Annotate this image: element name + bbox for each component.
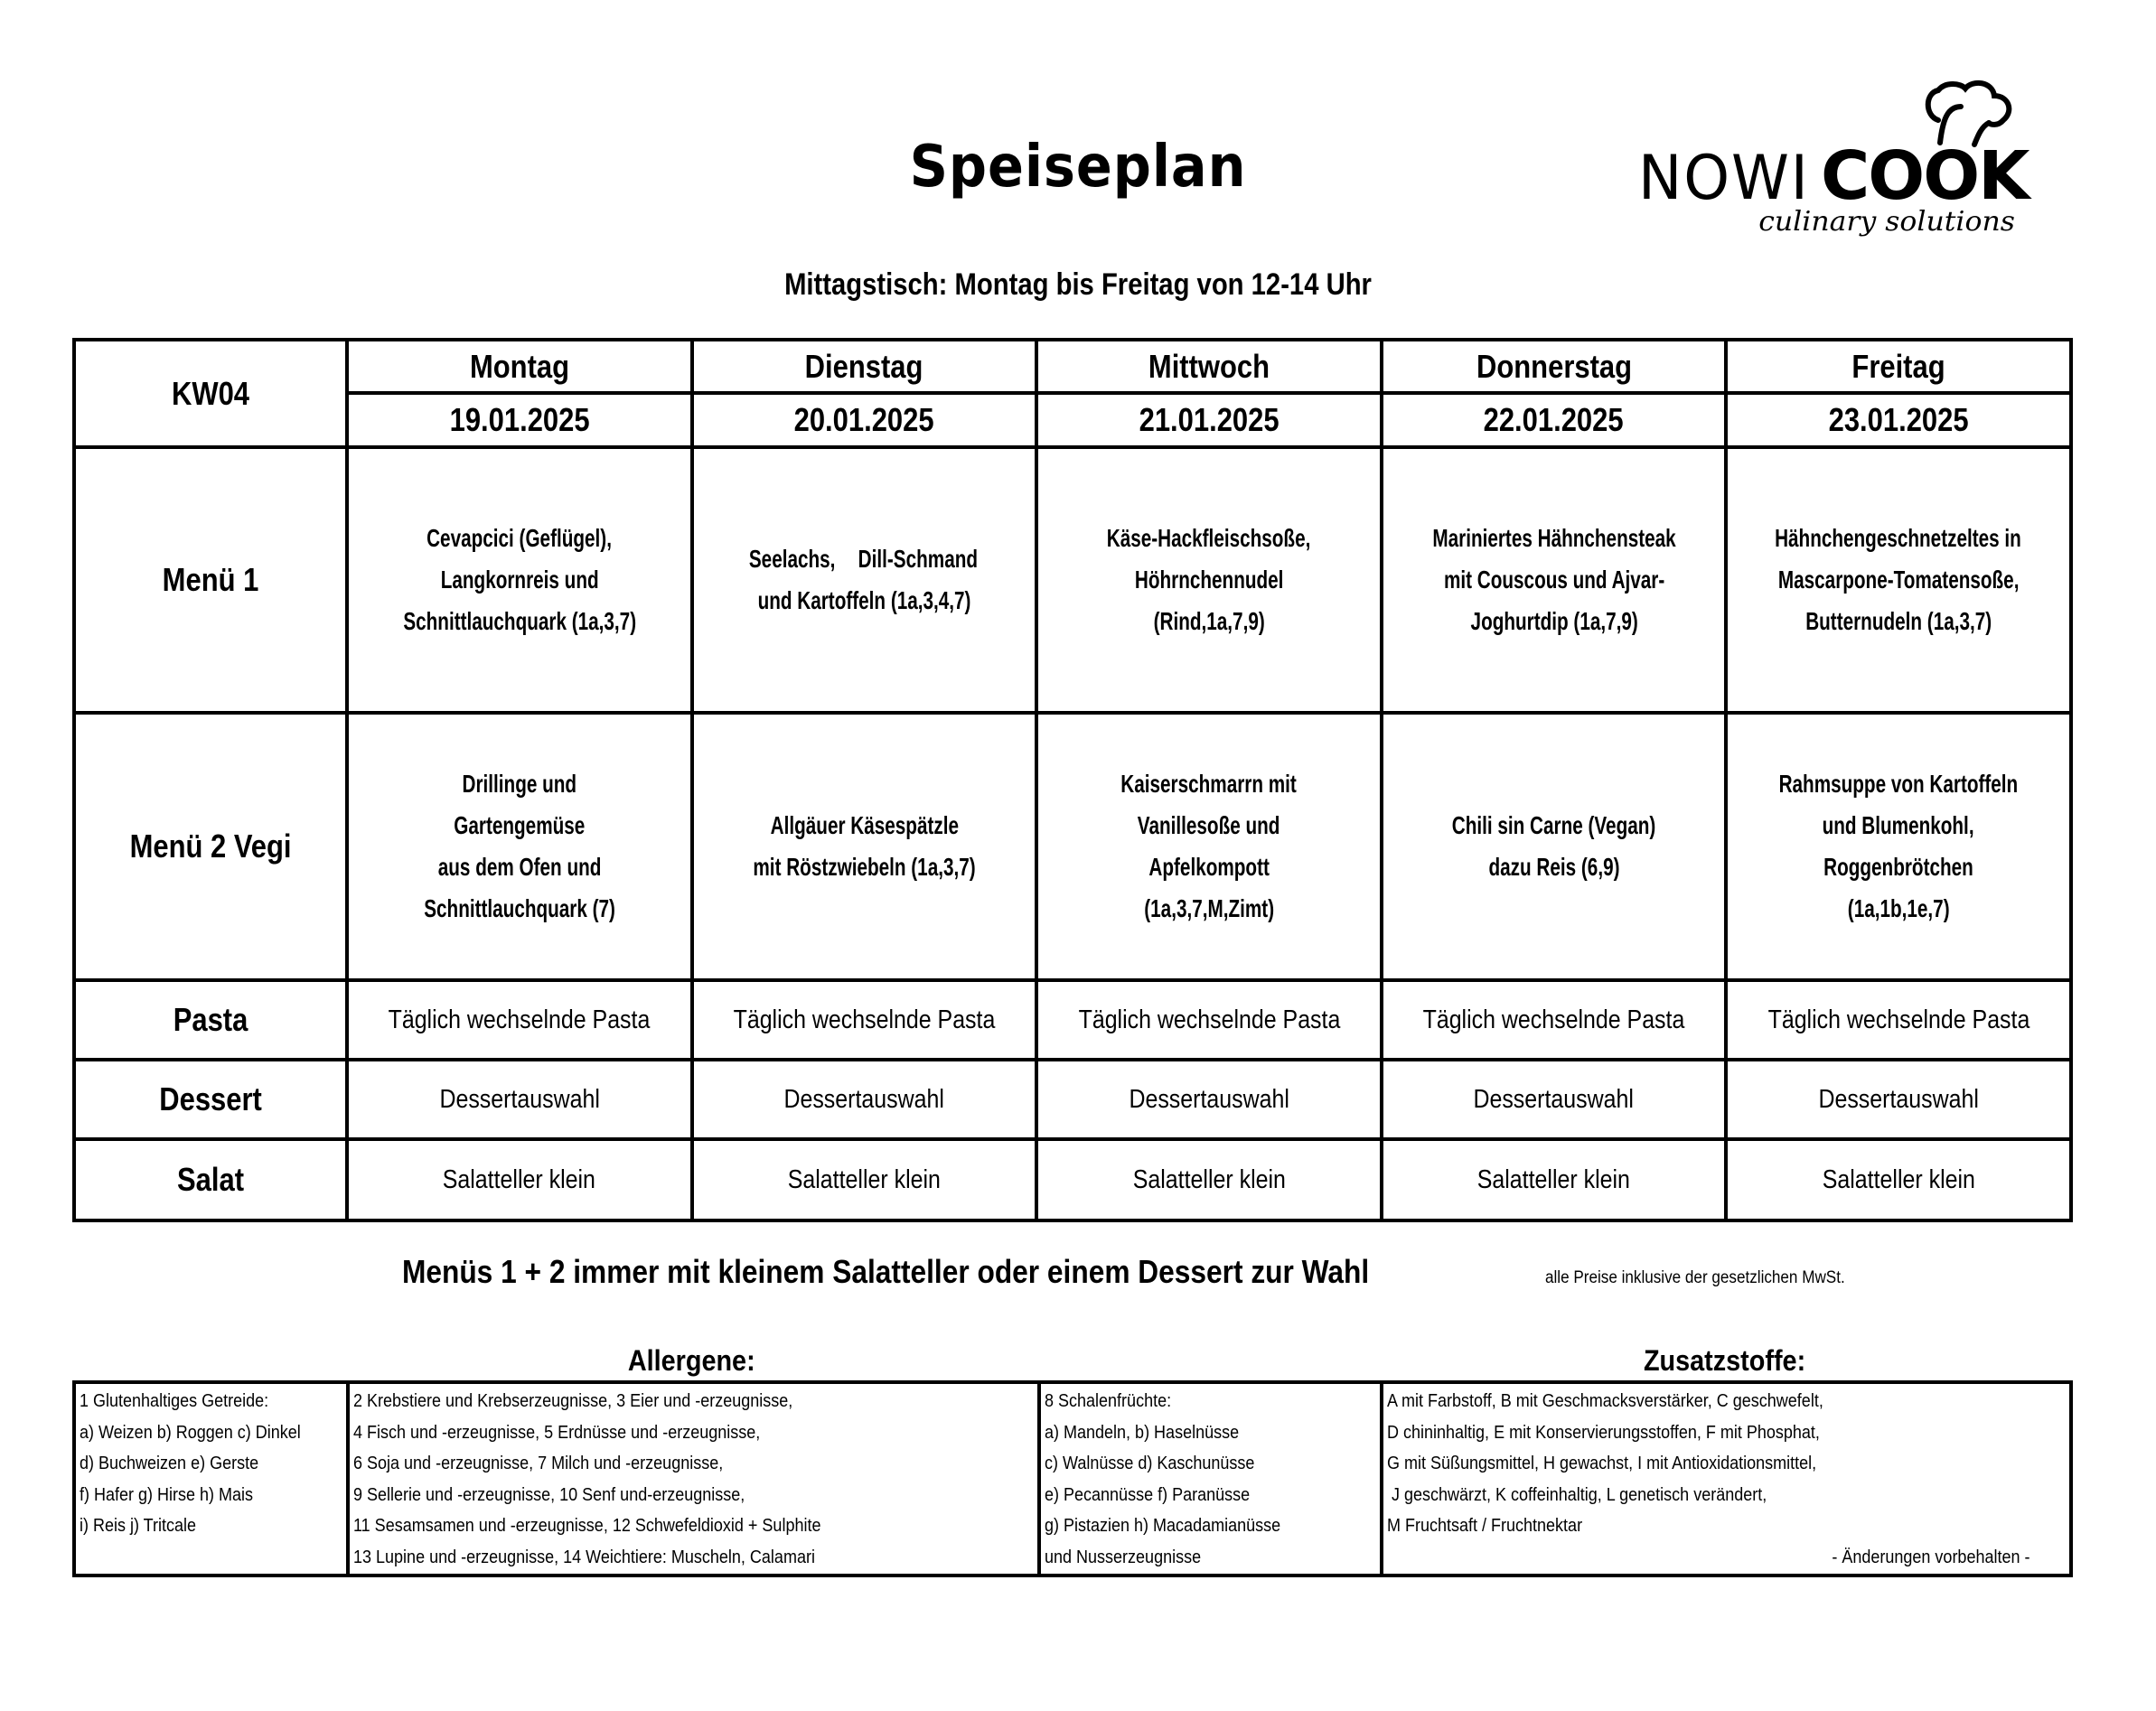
date-thursday: 22.01.2025 bbox=[1382, 393, 1727, 447]
row-label-salat: Salat bbox=[74, 1139, 347, 1220]
day-header-row bbox=[74, 340, 2071, 393]
date-tuesday: 20.01.2025 bbox=[692, 393, 1037, 447]
day-header-wednesday: Mittwoch bbox=[1036, 340, 1382, 393]
allergen-col-nuts: 8 Schalenfrüchte: a) Mandeln, b) Haselnüsse c) Walnüsse d) Kaschunüsse e) Pecannüsse f) Paranüsse g) Pistazien h) Macadamianüsse und Nusserzeugnisse bbox=[1039, 1382, 1382, 1575]
date-monday: 19.01.2025 bbox=[347, 393, 692, 447]
menu1-monday: Cevapcici (Geflügel), Langkornreis und Schnittlauchquark (1a,3,7) bbox=[347, 447, 692, 713]
pasta-thursday: Täglich wechselnde Pasta bbox=[1382, 980, 1727, 1060]
menu2-wednesday: Kaiserschmarrn mit Vanillesoße und Apfelkompott (1a,3,7,M,Zimt) bbox=[1036, 713, 1382, 980]
menu1-tuesday: Seelachs, Dill-Schmand und Kartoffeln (1a,3,4,7) bbox=[692, 447, 1037, 713]
pasta-row bbox=[74, 980, 2071, 1060]
allergen-col-general: 2 Krebstiere und Krebserzeugnisse, 3 Eier und -erzeugnisse, 4 Fisch und -erzeugnisse, 5 Erdnüsse und -erzeugnisse, 6 Soja und -erzeugnisse, 7 Milch und -erzeugnisse, 9 Sellerie und -erzeugnisse, 10 Senf und-erzeugnisse, 11 Sesamsamen und -erzeugnisse, 12 Schwefeldioxid + Sulphite 13 Lupine und -erzeugnisse, 14 Weichtiere: Muscheln, Calamari bbox=[348, 1382, 1039, 1575]
dessert-tuesday: Dessertauswahl bbox=[692, 1060, 1037, 1139]
pasta-monday: Täglich wechselnde Pasta bbox=[347, 980, 692, 1060]
dessert-wednesday: Dessertauswahl bbox=[1036, 1060, 1382, 1139]
weekly-menu-table bbox=[72, 338, 2073, 1222]
logo-tagline: culinary solutions bbox=[1758, 206, 2015, 238]
dessert-monday: Dessertauswahl bbox=[347, 1060, 692, 1139]
dessert-row bbox=[74, 1060, 2071, 1139]
menu2-friday: Rahmsuppe von Kartoffeln und Blumenkohl, Roggenbrötchen (1a,1b,1e,7) bbox=[1726, 713, 2071, 980]
pasta-wednesday: Täglich wechselnde Pasta bbox=[1036, 980, 1382, 1060]
salat-friday: Salatteller klein bbox=[1726, 1139, 2071, 1220]
additives-col: A mit Farbstoff, B mit Geschmacksverstärker, C geschwefelt, D chininhaltig, E mit Konservierungsstoffen, F mit Phosphat, G mit Süßungsmittel, H gewachst, I mit Antioxidationsmittel, J geschwärzt, K coffeinhaltig, L genetisch verändert, M Fruchtsaft / Fruchtnektar - Änderungen vorbehalten - bbox=[1382, 1382, 2071, 1575]
opening-hours-subtitle: Mittagstisch: Montag bis Freitag von 12-14 Uhr bbox=[784, 267, 1372, 302]
dessert-friday: Dessertauswahl bbox=[1726, 1060, 2071, 1139]
salat-wednesday: Salatteller klein bbox=[1036, 1139, 1382, 1220]
week-label-cell bbox=[74, 340, 347, 447]
allergen-col-gluten: 1 Glutenhaltiges Getreide: a) Weizen b) Roggen c) Dinkel d) Buchweizen e) Gerste f) Hafer g) Hirse h) Mais i) Reis j) Tritcale bbox=[74, 1382, 348, 1575]
vat-note: alle Preise inklusive der gesetzlichen MwSt. bbox=[1545, 1268, 1845, 1287]
day-header-tuesday: Dienstag bbox=[692, 340, 1037, 393]
pasta-friday: Täglich wechselnde Pasta bbox=[1726, 980, 2071, 1060]
row-label-dessert: Dessert bbox=[74, 1060, 347, 1139]
page-title: Speiseplan bbox=[909, 134, 1247, 201]
menu2-row bbox=[74, 713, 2071, 980]
salat-monday: Salatteller klein bbox=[347, 1139, 692, 1220]
dessert-thursday: Dessertauswahl bbox=[1382, 1060, 1727, 1139]
logo-text-nowi: NOWI bbox=[1638, 143, 1810, 214]
salat-tuesday: Salatteller klein bbox=[692, 1139, 1037, 1220]
logo-text-cook: COOK bbox=[1821, 137, 2029, 215]
menu2-thursday: Chili sin Carne (Vegan) dazu Reis (6,9) bbox=[1382, 713, 1727, 980]
nowicook-logo bbox=[1631, 79, 2074, 242]
menu1-friday: Hähnchengeschnetzeltes in Mascarpone-Tomatensoße, Butternudeln (1a,3,7) bbox=[1726, 447, 2071, 713]
menu1-row bbox=[74, 447, 2071, 713]
menu2-tuesday: Allgäuer Käsespätzle mit Röstzwiebeln (1a,3,7) bbox=[692, 713, 1037, 980]
allergen-legend-table bbox=[72, 1380, 2073, 1577]
date-friday: 23.01.2025 bbox=[1726, 393, 2071, 447]
row-label-pasta: Pasta bbox=[74, 980, 347, 1060]
menu2-monday: Drillinge und Gartengemüse aus dem Ofen und Schnittlauchquark (7) bbox=[347, 713, 692, 980]
additives-heading: Zusatzstoffe: bbox=[1643, 1344, 1806, 1377]
menu-side-note: Menüs 1 + 2 immer mit kleinem Salatteller oder einem Dessert zur Wahl bbox=[401, 1253, 1370, 1290]
menu1-thursday: Mariniertes Hähnchensteak mit Couscous und Ajvar- Joghurtdip (1a,7,9) bbox=[1382, 447, 1727, 713]
week-label: KW04 bbox=[171, 374, 250, 412]
salat-row bbox=[74, 1139, 2071, 1220]
row-label-menu1: Menü 1 bbox=[74, 447, 347, 713]
date-wednesday: 21.01.2025 bbox=[1036, 393, 1382, 447]
row-label-menu2: Menü 2 Vegi bbox=[74, 713, 347, 980]
date-row bbox=[74, 393, 2071, 447]
salat-thursday: Salatteller klein bbox=[1382, 1139, 1727, 1220]
day-header-friday: Freitag bbox=[1726, 340, 2071, 393]
allergens-heading: Allergene: bbox=[628, 1344, 755, 1377]
day-header-monday: Montag bbox=[347, 340, 692, 393]
disclaimer: - Änderungen vorbehalten - bbox=[1831, 1547, 2029, 1567]
pasta-tuesday: Täglich wechselnde Pasta bbox=[692, 980, 1037, 1060]
day-header-thursday: Donnerstag bbox=[1382, 340, 1727, 393]
menu1-wednesday: Käse-Hackfleischsoße, Höhrnchennudel (Rind,1a,7,9) bbox=[1036, 447, 1382, 713]
